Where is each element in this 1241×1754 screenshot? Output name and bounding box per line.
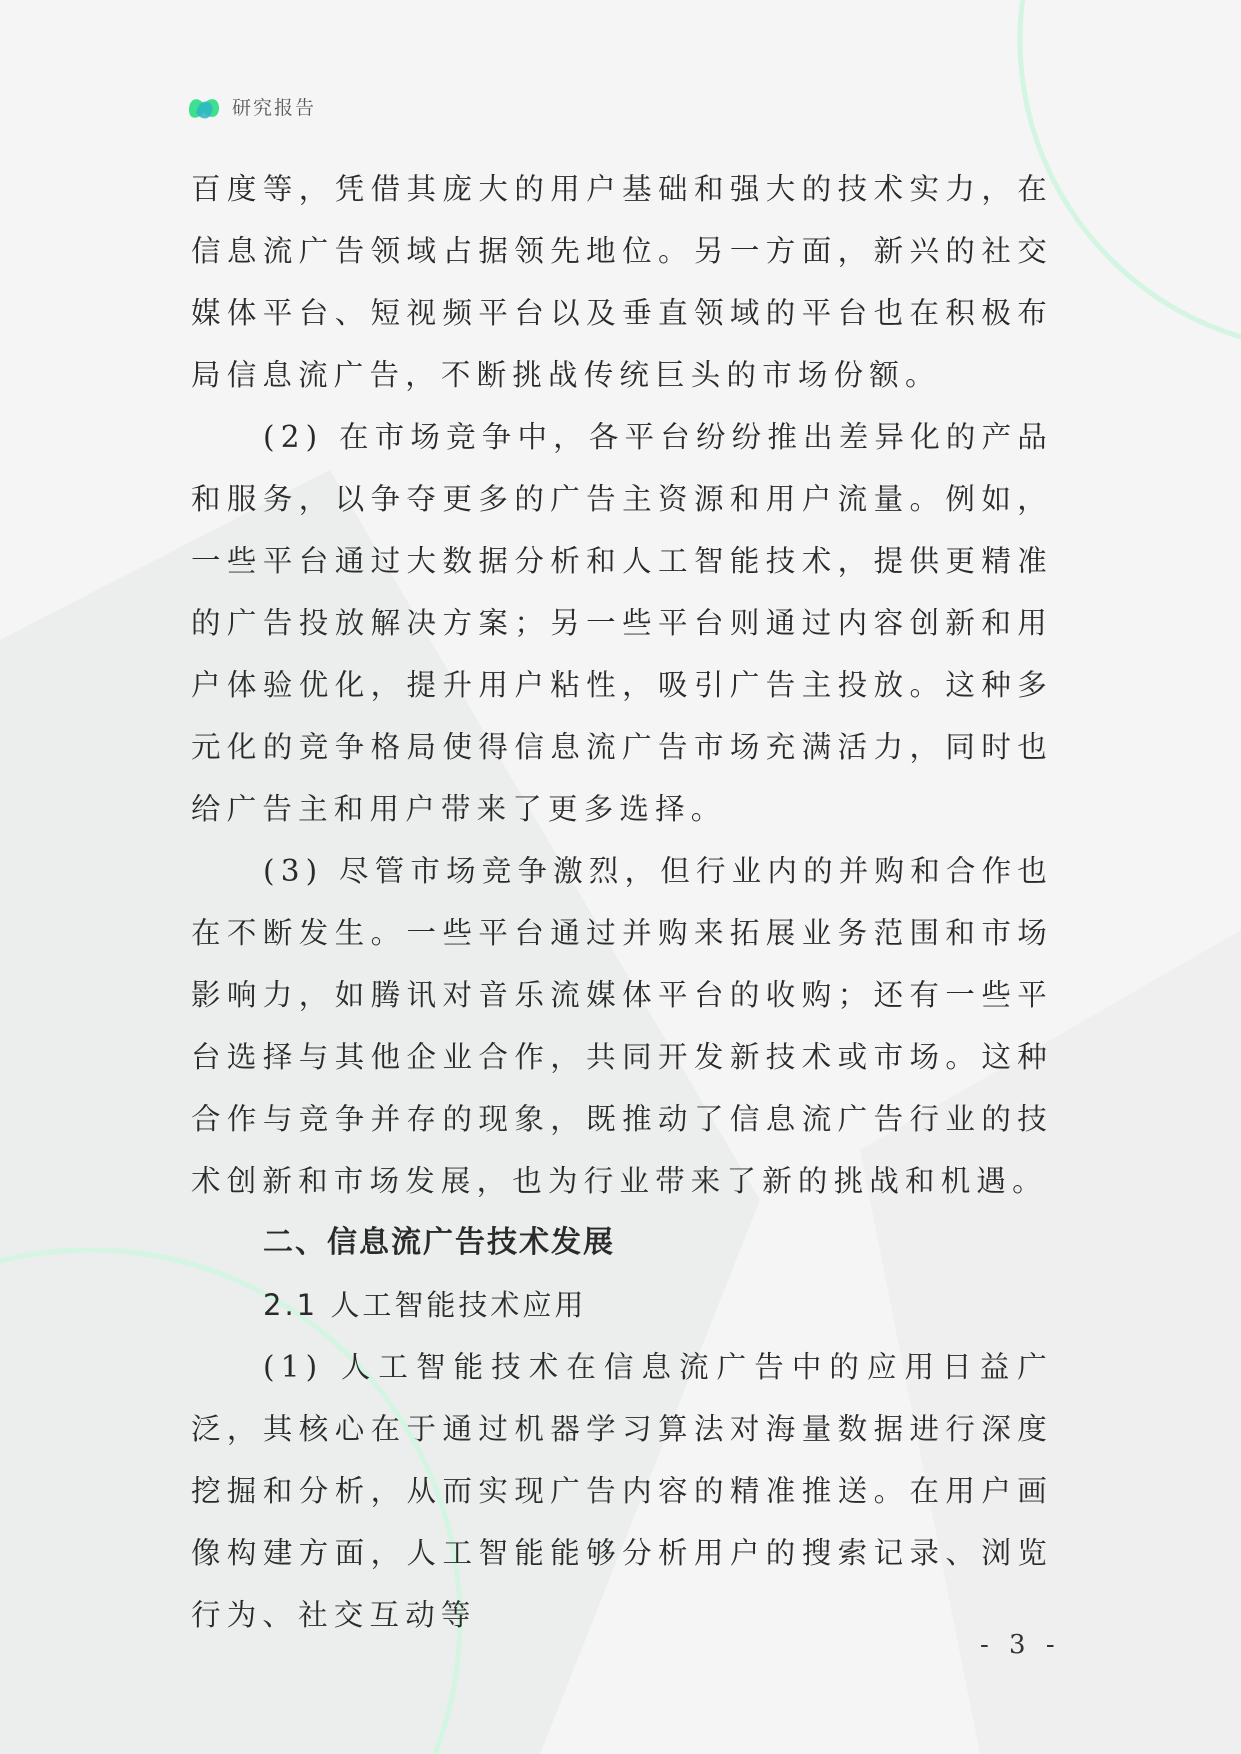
page-number: - 3 -: [980, 1630, 1061, 1660]
paragraph: (2) 在市场竞争中，各平台纷纷推出差异化的产品和服务，以争夺更多的广告主资源和用户流量。例如，一些平台通过大数据分析和人工智能技术，提供更精准的广告投放解决方案；另一些平台则通过内容创新和用户体验优化，提升用户粘性，吸引广告主投放。这种多元化的竞争格局使得信息流广告市场充满活力，同时也给广告主和用户带来了更多选择。: [191, 420, 1053, 826]
header-title: 研究报告: [232, 96, 317, 119]
paragraph: 百度等，凭借其庞大的用户基础和强大的技术实力，在信息流广告领域占据领先地位。另一方面，新兴的社交媒体平台、短视频平台以及垂直领域的平台也在积极布局信息流广告，不断挑战传统巨头的市场份额。: [191, 172, 1053, 392]
decorative-curve: [1020, 0, 1241, 350]
section-heading: 二、信息流广告技术发展: [263, 1225, 615, 1260]
brand-logo-icon: [186, 88, 222, 124]
subsection-heading: 2.1 人工智能技术应用: [263, 1288, 587, 1322]
report-header: [186, 88, 316, 124]
paragraph: (3) 尽管市场竞争激烈，但行业内的并购和合作也在不断发生。一些平台通过并购来拓展业务范围和市场影响力，如腾讯对音乐流媒体平台的收购；还有一些平台选择与其他企业合作，共同开发新技术或市场。这种合作与竞争并存的现象，既推动了信息流广告行业的技术创新和市场发展，也为行业带来了新的挑战和机遇。: [191, 854, 1053, 1198]
document-body: [191, 158, 1053, 1646]
paragraph: (1) 人工智能技术在信息流广告中的应用日益广泛，其核心在于通过机器学习算法对海量数据进行深度挖掘和分析，从而实现广告内容的精准推送。在用户画像构建方面，人工智能能够分析用户的搜索记录、浏览行为、社交互动等: [191, 1350, 1053, 1632]
